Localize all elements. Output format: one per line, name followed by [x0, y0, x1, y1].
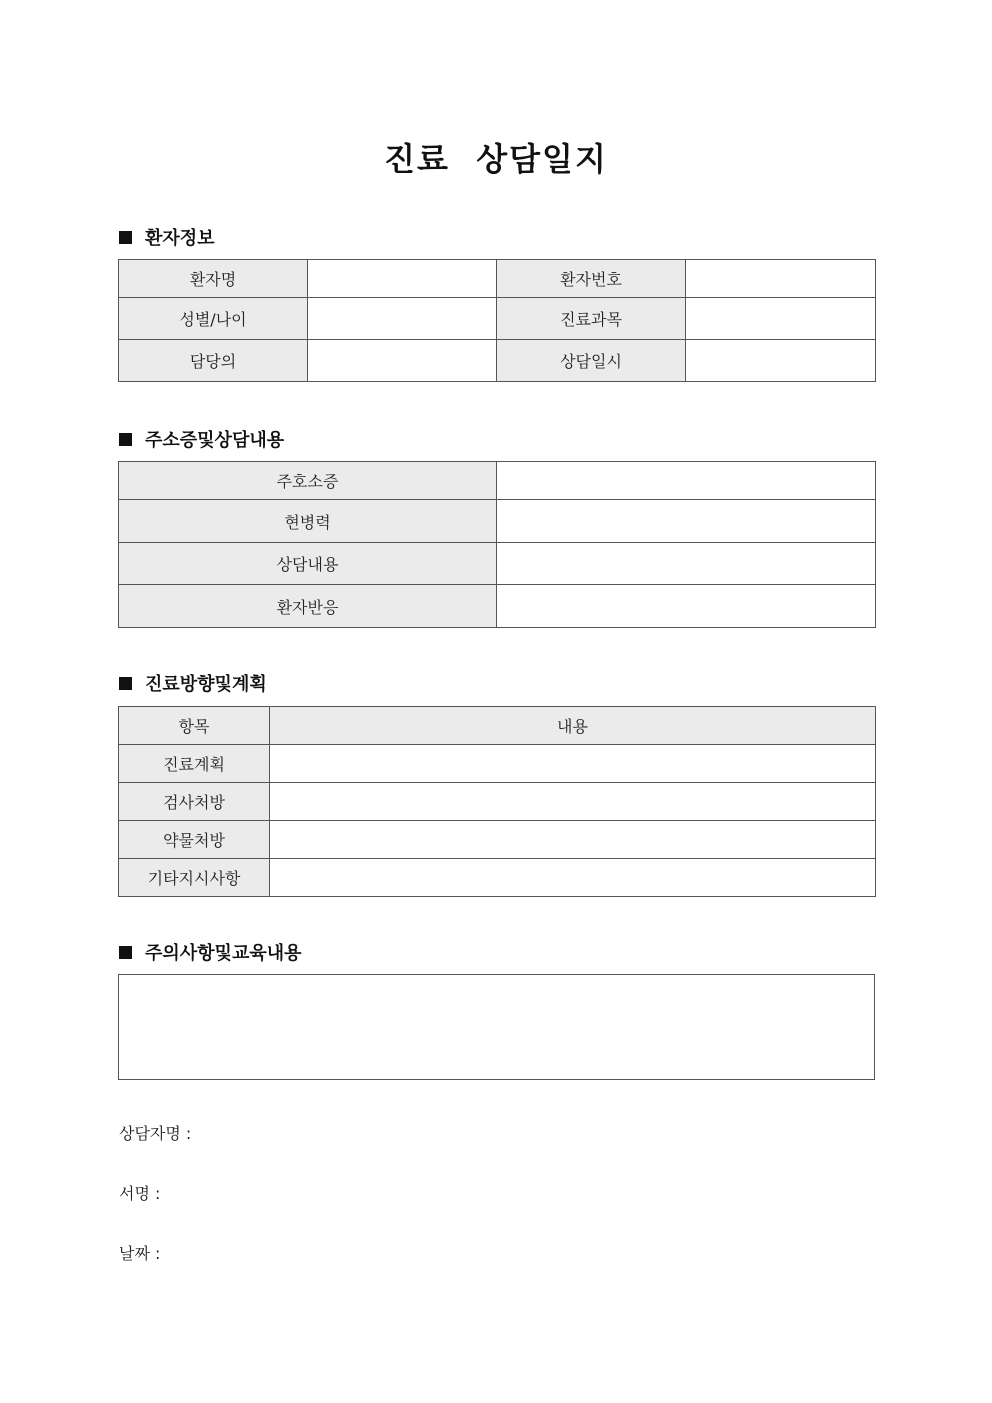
label-patient-number: 환자번호 — [497, 260, 686, 298]
present-illness-field[interactable] — [497, 500, 876, 543]
header-content: 내용 — [270, 707, 876, 745]
signature-line: 서명 : — [119, 1184, 161, 1203]
document-title: 진료 상담일지 — [384, 140, 608, 178]
label-test-order: 검사처방 — [119, 783, 270, 821]
label-gender-age: 성별/나이 — [119, 298, 308, 340]
table-row — [119, 298, 876, 340]
other-instructions-field[interactable] — [270, 859, 876, 897]
section-heading-complaint — [119, 426, 284, 452]
gender-age-field[interactable] — [308, 298, 497, 340]
consult-datetime-field[interactable] — [686, 340, 876, 382]
section-heading-plan — [119, 670, 267, 696]
patient-number-field[interactable] — [686, 260, 876, 298]
physician-field[interactable] — [308, 340, 497, 382]
square-bullet-icon — [119, 433, 132, 446]
label-treatment-plan: 진료계획 — [119, 745, 270, 783]
table-row — [119, 783, 876, 821]
label-patient-response: 환자반응 — [119, 585, 497, 628]
table-row — [119, 585, 876, 628]
table-row — [119, 500, 876, 543]
section-heading-patient-info — [119, 224, 215, 250]
table-header-row — [119, 707, 876, 745]
treatment-plan-field[interactable] — [270, 745, 876, 783]
section-heading-label: 진료방향및계획 — [145, 674, 267, 695]
label-department: 진료과목 — [497, 298, 686, 340]
table-row — [119, 859, 876, 897]
counselor-name-line: 상담자명 : — [119, 1124, 192, 1143]
table-row — [119, 745, 876, 783]
complaint-table — [118, 461, 876, 628]
label-chief-complaint: 주호소증 — [119, 462, 497, 500]
label-physician: 담당의 — [119, 340, 308, 382]
label-other-instructions: 기타지시사항 — [119, 859, 270, 897]
square-bullet-icon — [119, 677, 132, 690]
section-heading-education — [119, 939, 302, 965]
table-row — [119, 821, 876, 859]
label-consult-content: 상담내용 — [119, 543, 497, 585]
table-row — [119, 543, 876, 585]
table-row — [119, 340, 876, 382]
label-consult-datetime: 상담일시 — [497, 340, 686, 382]
square-bullet-icon — [119, 946, 132, 959]
consult-content-field[interactable] — [497, 543, 876, 585]
test-order-field[interactable] — [270, 783, 876, 821]
header-item: 항목 — [119, 707, 270, 745]
education-notes-field[interactable] — [118, 974, 875, 1080]
section-heading-label: 환자정보 — [145, 228, 215, 249]
patient-name-field[interactable] — [308, 260, 497, 298]
section-heading-label: 주소증및상담내용 — [145, 430, 285, 451]
label-patient-name: 환자명 — [119, 260, 308, 298]
patient-response-field[interactable] — [497, 585, 876, 628]
plan-table — [118, 706, 876, 897]
label-medication: 약물처방 — [119, 821, 270, 859]
date-line: 날짜 : — [119, 1244, 161, 1263]
label-present-illness: 현병력 — [119, 500, 497, 543]
section-heading-label: 주의사항및교육내용 — [145, 943, 302, 964]
table-row — [119, 260, 876, 298]
chief-complaint-field[interactable] — [497, 462, 876, 500]
department-field[interactable] — [686, 298, 876, 340]
medication-field[interactable] — [270, 821, 876, 859]
square-bullet-icon — [119, 231, 132, 244]
patient-info-table — [118, 259, 876, 382]
table-row — [119, 462, 876, 500]
